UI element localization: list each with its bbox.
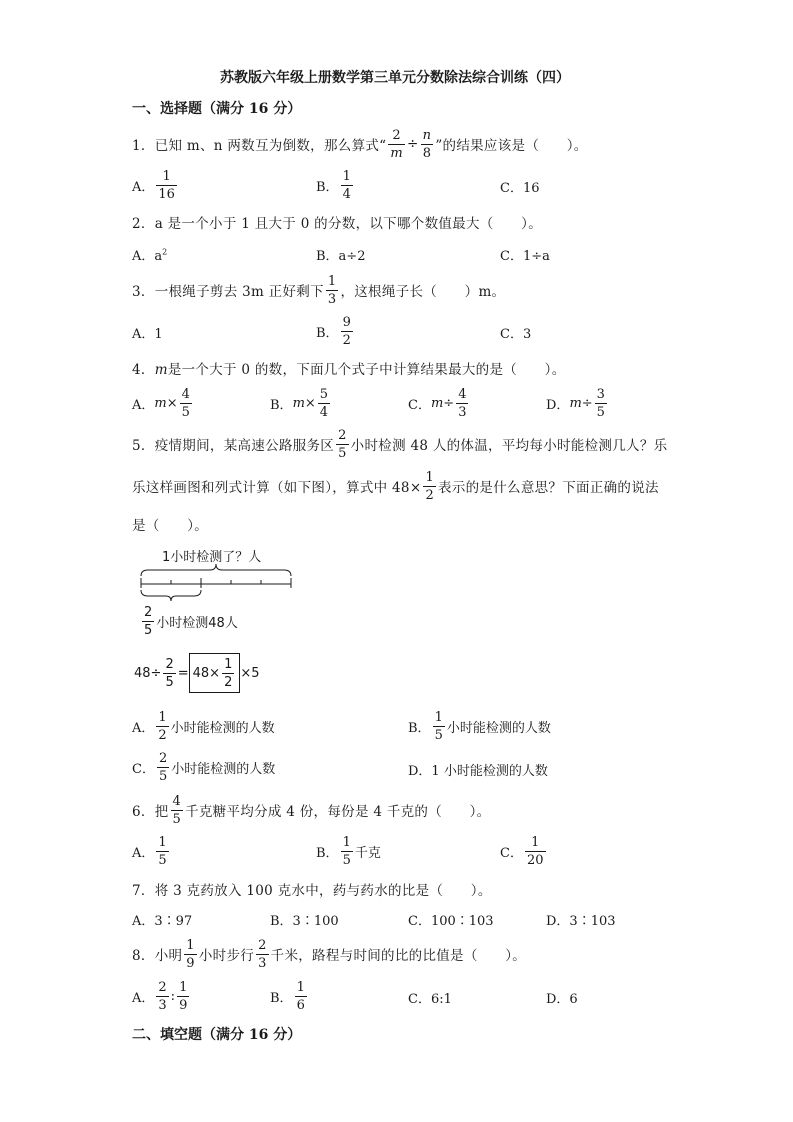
q4-option-d[interactable]: D． m ÷ $\frac{3}{5}$ [546, 386, 605, 420]
segment-diagram [138, 562, 298, 602]
question-5-line-1: 5．疫情期间，某高速公路服务区 $\frac{2}{5}$ 小时检测 48 人的体温，平均每小时能检测几人？乐 [132, 427, 668, 461]
q5-option-a[interactable]: A． $\frac{1}{2}$ 小时能检测的人数 [132, 709, 275, 743]
q2-option-c[interactable]: C．1÷a [500, 249, 550, 264]
q7-option-a[interactable]: A．3∶97 [132, 914, 193, 929]
section-heading-choice: 一、选择题（满分 16 分） [132, 101, 302, 117]
fraction: $\frac{2}{5}$ [144, 604, 153, 638]
fraction: $\frac{1}{2}$ [425, 469, 435, 503]
question-7: 7．将 3 克药放入 100 克水中，药与药水的比是（ ）。 [132, 883, 492, 899]
fraction: $\frac{1}{9}$ [179, 979, 188, 1013]
q4-option-c[interactable]: C． m ÷ $\frac{4}{3}$ [408, 386, 467, 420]
q6-option-b[interactable]: B． $\frac{1}{5}$ 千克 [316, 834, 381, 868]
fraction: $\frac{1}{5}$ [342, 834, 351, 868]
fraction: $\frac{2}{5}$ [158, 750, 168, 784]
fraction: $\frac{9}{2}$ [342, 314, 351, 348]
fraction: $\frac{n}{8}$ [422, 127, 432, 161]
diagram-top-label: 1小时检测了？人 [162, 550, 262, 565]
q3-option-c[interactable]: C．3 [500, 327, 532, 342]
question-5-line-2: 乐这样画图和列式计算（如下图），算式中 48× $\frac{1}{2}$ 表示的是什么意思？下面正确的说法 [132, 469, 659, 503]
question-6: 6．把 $\frac{4}{5}$ 千克糖平均分成 4 份，每份是 4 千克的（ ）。 [132, 793, 491, 827]
q8-option-a[interactable]: A． $\frac{2}{3}$ : $\frac{1}{9}$ [132, 979, 188, 1013]
fraction: $\frac{4}{3}$ [458, 386, 467, 420]
fraction: $\frac{1}{20}$ [526, 834, 544, 868]
fraction: $\frac{2}{5}$ [165, 656, 174, 690]
q1-option-c[interactable]: C．16 [500, 181, 540, 196]
fraction: $\frac{2}{3}$ [258, 937, 267, 971]
page-title: 苏教版六年级上册数学第三单元分数除法综合训练（四） [220, 70, 570, 86]
question-2: 2．a 是一个小于 1 且大于 0 的分数，以下哪个数值最大（ ）。 [132, 216, 543, 232]
q3-option-a[interactable]: A．1 [132, 327, 163, 342]
q8-option-b[interactable]: B． $\frac{1}{6}$ [270, 979, 305, 1013]
q8-option-d[interactable]: D．6 [546, 992, 578, 1007]
fraction: $\frac{3}{5}$ [596, 386, 605, 420]
fraction: $\frac{1}{2}$ [158, 709, 167, 743]
diagram-bottom-label: $\frac{2}{5}$ 小时检测48人 [144, 604, 238, 638]
fraction: $\frac{1}{5}$ [434, 709, 443, 743]
question-8: 8．小明 $\frac{1}{9}$ 小时步行 $\frac{2}{3}$ 千米，路程与时间的比的比值是（ ）。 [132, 937, 527, 971]
q6-option-a[interactable]: A． $\frac{1}{5}$ [132, 834, 167, 868]
fraction: $\frac{1}{9}$ [186, 937, 195, 971]
fraction: $\frac{1}{3}$ [327, 273, 337, 307]
highlighted-expression: 48× $\frac{1}{2}$ [189, 653, 241, 693]
q2-option-a[interactable]: A．$a^2$ [132, 247, 168, 264]
q1-option-b[interactable]: B． $\frac{1}{4}$ [316, 168, 351, 202]
q2-option-b[interactable]: B．a÷2 [316, 249, 366, 264]
q7-option-d[interactable]: D．3∶103 [546, 914, 616, 929]
fraction: $\frac{1}{6}$ [296, 979, 305, 1013]
q3-option-b[interactable]: B． $\frac{9}{2}$ [316, 314, 351, 348]
fraction: $\frac{1}{5}$ [158, 834, 167, 868]
q6-option-c[interactable]: C． $\frac{1}{20}$ [500, 834, 544, 868]
fraction: $\frac{1}{16}$ [158, 168, 175, 202]
q8-option-c[interactable]: C．6:1 [408, 992, 452, 1007]
fraction: $\frac{1}{4}$ [342, 168, 351, 202]
fraction: $\frac{5}{4}$ [319, 386, 329, 420]
q7-option-c[interactable]: C．100∶103 [408, 914, 494, 929]
fraction: $\frac{4}{5}$ [181, 386, 190, 420]
q7-option-b[interactable]: B．3∶100 [270, 914, 339, 929]
q4-option-a[interactable]: A． m × $\frac{4}{5}$ [132, 386, 190, 420]
question-1 [132, 126, 588, 162]
q4-option-b[interactable]: B． m × $\frac{5}{4}$ [270, 386, 329, 420]
q5-option-b[interactable]: B． $\frac{1}{5}$ 小时能检测的人数 [408, 709, 551, 743]
equation: 48 ÷ $\frac{2}{5}$ = 48× $\frac{1}{2}$ ×5 [134, 652, 260, 694]
q5-option-c[interactable]: C． $\frac{2}{5}$ 小时能检测的人数 [132, 750, 276, 784]
fraction: $\frac{4}{5}$ [172, 793, 182, 827]
operator: ÷ [407, 136, 419, 152]
question-1-text-post: ”的结果应该是（ ）。 [435, 138, 588, 154]
fraction: $\frac{2}{3}$ [158, 979, 167, 1013]
fraction: $\frac{1}{2}$ [224, 656, 233, 690]
section-heading-fill: 二、填空题（满分 16 分） [132, 1027, 302, 1043]
question-5-line-3: 是（ ）。 [132, 518, 209, 534]
q1-option-a[interactable]: A． $\frac{1}{16}$ [132, 168, 175, 202]
q5-option-d[interactable]: D．1 小时能检测的人数 [408, 764, 548, 779]
question-1-text-pre: 1．已知 m、n 两数互为倒数，那么算式“ [132, 138, 387, 154]
question-3: 3．一根绳子剪去 3m 正好剩下 $\frac{1}{3}$ ，这根绳子长（ ）m。 [132, 273, 506, 307]
question-4: 4．m是一个大于 0 的数，下面几个式子中计算结果最大的是（ ）。 [132, 362, 566, 378]
fraction: $\frac{2}{m}$ [390, 127, 404, 161]
fraction: $\frac{2}{5}$ [338, 427, 347, 461]
